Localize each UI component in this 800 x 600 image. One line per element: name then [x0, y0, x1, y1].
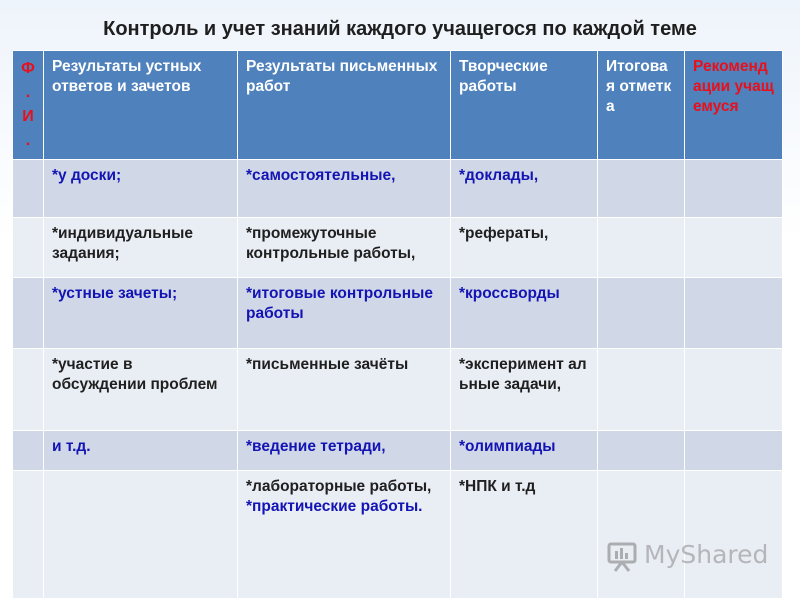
- table-row: [13, 471, 783, 599]
- cell-final: [598, 349, 685, 431]
- cell-final: [598, 431, 685, 471]
- cell-recommend: [685, 218, 783, 278]
- cell-final: [598, 218, 685, 278]
- table-row: [13, 349, 783, 431]
- cell-recommend: [685, 431, 783, 471]
- header-final-text: Итоговая отметка: [606, 58, 672, 115]
- cell-creative: *доклады,: [451, 160, 598, 218]
- header-fio-dot: .: [25, 132, 31, 149]
- cell-oral: и т.д.: [44, 431, 238, 471]
- header-oral: Результаты устных ответов и зачетов: [44, 51, 238, 160]
- header-fio-i: И: [22, 108, 34, 125]
- cell-creative-text: *эксперимент альные задачи,: [459, 356, 587, 393]
- watermark-text: MyShared: [644, 540, 769, 569]
- header-written: Результаты письменных работ: [238, 51, 451, 160]
- cell-recommend: [685, 471, 783, 599]
- cell-oral: *у доски;: [44, 160, 238, 218]
- cell-written: [238, 471, 451, 599]
- cell-creative: *кроссворды: [451, 278, 598, 349]
- cell-oral: *устные зачеты;: [44, 278, 238, 349]
- cell-fio: [13, 218, 44, 278]
- cell-creative: *рефераты,: [451, 218, 598, 278]
- cell-written: *письменные зачёты: [238, 349, 451, 431]
- header-creative: Творческие работы: [451, 51, 598, 160]
- page-title: Контроль и учет знаний каждого учащегося по каждой теме: [103, 18, 697, 40]
- cell-written: *самостоятельные,: [238, 160, 451, 218]
- cell-written-practical: *практические работы.: [246, 497, 423, 515]
- cell-fio: [13, 349, 44, 431]
- cell-recommend: [685, 160, 783, 218]
- header-fio: [13, 51, 44, 160]
- cell-recommend: [685, 349, 783, 431]
- cell-written-lab: *лабораторные работы,: [246, 478, 432, 495]
- cell-recommend: [685, 278, 783, 349]
- cell-fio: [13, 160, 44, 218]
- cell-final: [598, 278, 685, 349]
- cell-written: *ведение тетради,: [238, 431, 451, 471]
- cell-creative: *НПК и т.д: [451, 471, 598, 599]
- cell-oral: *участие в обсуждении проблем: [44, 349, 238, 431]
- header-recommend: [685, 51, 783, 160]
- table-row: [13, 431, 783, 471]
- cell-creative: [451, 349, 598, 431]
- header-row: [13, 51, 783, 160]
- watermark: [606, 538, 769, 574]
- header-fio-f: Ф: [21, 60, 35, 77]
- cell-written: *промежуточные контрольные работы,: [238, 218, 451, 278]
- knowledge-control-table: [12, 50, 783, 599]
- cell-fio: [13, 471, 44, 599]
- cell-final: [598, 471, 685, 599]
- table-row: [13, 160, 783, 218]
- table-row: [13, 218, 783, 278]
- header-fio-dot: .: [25, 84, 31, 101]
- cell-oral: [44, 471, 238, 599]
- cell-fio: [13, 278, 44, 349]
- cell-creative: *олимпиады: [451, 431, 598, 471]
- cell-fio: [13, 431, 44, 471]
- header-recommend-text: Рекомендации учащемуся: [693, 58, 774, 115]
- cell-written: *итоговые контрольные работы: [238, 278, 451, 349]
- cell-final: [598, 160, 685, 218]
- table-row: [13, 278, 783, 349]
- myshared-logo-icon: [606, 538, 640, 572]
- header-final: [598, 51, 685, 160]
- cell-oral: *индивидуальные задания;: [44, 218, 238, 278]
